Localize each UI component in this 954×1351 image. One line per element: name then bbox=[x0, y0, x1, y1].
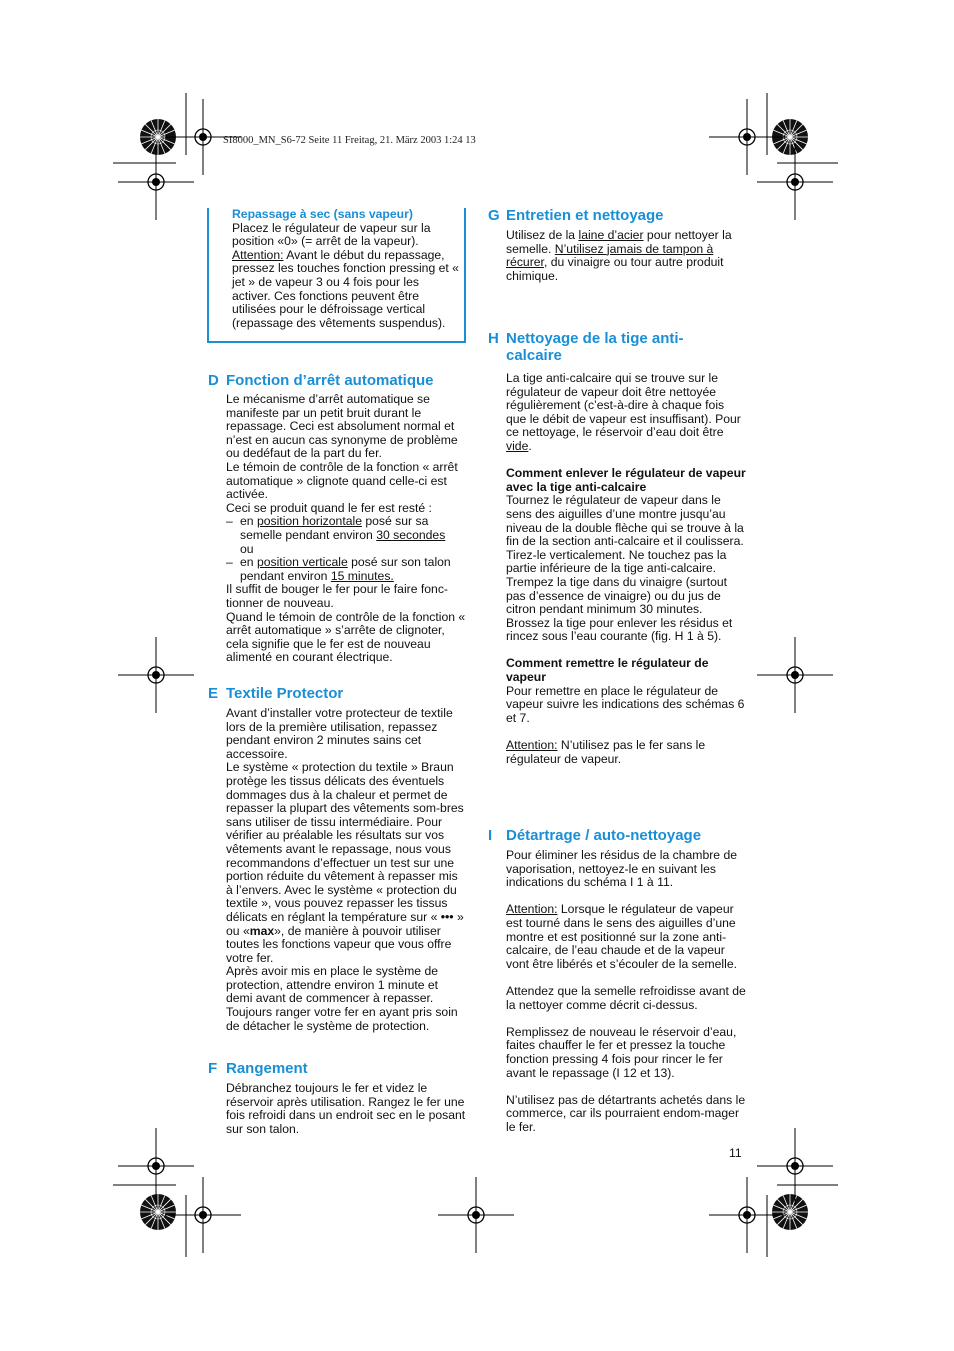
section-g-letter: G bbox=[488, 207, 500, 224]
max-label: max bbox=[249, 923, 275, 938]
paragraph bbox=[506, 739, 746, 766]
text: La tige anti-calcaire qui se trouve sur le régulateur de vapeur doit être nettoyée régulièrement (c’est-à-dire à chaque fois que le débit de vapeur est insuffisant). Pour ce nettoyage, le réservoir d’eau doit être bbox=[506, 371, 741, 440]
text: . bbox=[528, 438, 532, 453]
text: Le système « protection du textile » Braun protège les tissus délicats des éventuels dommages dus à la chaleur et permet de repasser la plupart des vêtements som-bres sans utiliser de tissu intermédiaire. Pour vérifier au préalable les résultats sur vos vêtements avant le repassage, nous vous recommandons d’effectuer un test sur une portion réduite du vêtement à repasser mis à l’envers. Avec le système « protection du textile », vous pouvez repasser les tissus délicats en réglant la température sur « bbox=[226, 760, 464, 924]
underlined-text: position verticale bbox=[256, 555, 348, 570]
text: posé sur son talon pendant environ bbox=[240, 555, 451, 583]
paragraph: Après avoir mis en place le système de protection, attendre environ 1 minute et demi avant de commencer à repasser. bbox=[226, 964, 439, 1006]
attention-label: Attention: bbox=[232, 247, 284, 262]
attention-label: Attention: bbox=[506, 902, 558, 917]
section-d-title: Fonction d’arrêt automatique bbox=[226, 372, 434, 389]
paragraph: Toujours ranger votre fer en ayant pris soin de détacher le système de protection. bbox=[226, 1005, 458, 1033]
temperature-dots: ••• bbox=[440, 909, 454, 924]
underlined-text: N’utilisez jamais de tampon à récurer bbox=[506, 241, 714, 270]
dry-ironing-box bbox=[232, 208, 460, 330]
underlined-text: laine d’acier bbox=[578, 228, 644, 242]
section-i-body bbox=[506, 849, 746, 1134]
text: », de manière à pouvoir utiliser toutes les fonctions vapeur que vous offre votre fer. bbox=[226, 923, 452, 965]
text: » ou « bbox=[226, 909, 464, 938]
box-title: Repassage à sec (sans vapeur) bbox=[232, 207, 413, 221]
paragraph: Attendez que la semelle refroidisse avant de la nettoyer comme décrit ci-dessus. bbox=[506, 983, 746, 1012]
section-d-body bbox=[226, 393, 466, 665]
paragraph: Pour éliminer les résidus de la chambre de vaporisation, nettoyez-le en suivant les indications du schéma I 1 à 11. bbox=[506, 848, 737, 890]
section-e-title: Textile Protector bbox=[226, 685, 344, 702]
section-f-body bbox=[226, 1082, 466, 1136]
box-border-left bbox=[207, 208, 209, 343]
box-border-right bbox=[464, 208, 466, 343]
paragraph: Ceci se produit quand le fer est resté : bbox=[226, 500, 432, 515]
underlined-text: position horizontale bbox=[256, 514, 362, 529]
text: , du vinaigre ou tour autre produit chimique. bbox=[506, 255, 724, 283]
text: pour nettoyer la semelle. bbox=[506, 228, 732, 256]
list-item bbox=[226, 556, 466, 583]
section-h-body bbox=[506, 372, 746, 766]
page-number: 11 bbox=[729, 1146, 742, 1160]
section-i-title: Détartrage / auto-nettoyage bbox=[506, 827, 702, 844]
section-g-body bbox=[506, 229, 746, 283]
box-border-bottom bbox=[207, 341, 466, 343]
text: en bbox=[240, 555, 257, 570]
dash: – bbox=[226, 514, 233, 529]
paragraph: Le témoin de contrôle de la fonction « arrêt automatique » clignote quand celle-ci est activée. bbox=[226, 459, 458, 502]
section-f-letter: F bbox=[208, 1060, 218, 1077]
paragraph bbox=[226, 761, 466, 965]
text: Lorsque le régulateur de vapeur est tourné dans le sens des aiguilles d’une montre et est positionné sur la zone anti-calcaire, de l’eau chaude et de la vapeur vont être libérés et s’écouler de la semelle. bbox=[506, 902, 738, 971]
text: en bbox=[240, 514, 257, 529]
paragraph: N’utilisez pas de détartrants achetés dans le commerce, car ils pourraient endom-mager le fer. bbox=[506, 1092, 746, 1134]
list-item bbox=[226, 515, 466, 556]
paragraph: Tournez le régulateur de vapeur dans le sens des aiguilles d’une montre jusqu’au niveau de la double flèche qui se trouve à la fin de la section anti-calcaire et il coulissera. Tirez-le verticalement. Ne touchez pas la partie inférieure de la tige anti-calcaire. Trempez la tige dans du vinaigre (surtout pas d’essence de vinaigre) ou du jus de citron pendant minimum 30 minutes. Brossez la tige pour enlever les résidus et rincez sous l’eau courante (fig. H 1 à 5). bbox=[506, 493, 744, 644]
section-e-letter: E bbox=[208, 685, 219, 702]
section-h-title: Nettoyage de la tige anti-calcaire bbox=[506, 330, 684, 364]
paragraph: Avant d’installer votre protecteur de textile lors de la première utilisation, repassez pendant environ 2 minutes sains cet accessoire. bbox=[226, 706, 453, 761]
print-slug: SI8000_MN_S6-72 Seite 11 Freitag, 21. März 2003 1:24 13 bbox=[223, 135, 476, 146]
paragraph: Il suffit de bouger le fer pour le faire fonc-tionner de nouveau. bbox=[226, 582, 448, 610]
section-e-body bbox=[226, 707, 466, 1033]
text: N’utilisez pas le fer sans le régulateur de vapeur. bbox=[506, 738, 706, 766]
section-g-title: Entretien et nettoyage bbox=[506, 207, 664, 224]
underlined-text: 15 minutes. bbox=[330, 568, 394, 583]
paragraph bbox=[506, 229, 746, 283]
paragraph: Le mécanisme d’arrêt automatique se manifeste par un petit bruit durant le repassage. Ceci est absolument normal et n’est en aucun cas synonyme de problème ou dedéfaut de la part du fer. bbox=[226, 392, 458, 461]
underlined-text: 30 secondes bbox=[376, 527, 446, 542]
box-attention-paragraph bbox=[232, 249, 460, 331]
paragraph: Quand le témoin de contrôle de la fonction « arrêt automatique » s’arrête de clignoter, cela signifie que le fer est de nouveau alimenté en courant électrique. bbox=[226, 609, 466, 665]
section-d-letter: D bbox=[208, 372, 219, 389]
section-h-letter: H bbox=[488, 330, 499, 347]
paragraph bbox=[506, 903, 746, 971]
subheading: Comment enlever le régulateur de vapeur avec la tige anti-calcaire bbox=[506, 466, 746, 494]
box-text: Avant le début du repassage, pressez les touches fonction pressing et « jet » de vapeur 3 ou 4 fois pour les activer. Ces fonctions peuvent être utilisées pour le défroissage vertical (repassage des vêtements suspendus). bbox=[232, 247, 459, 330]
dash: – bbox=[226, 555, 233, 570]
section-f-title: Rangement bbox=[226, 1060, 308, 1077]
paragraph: Pour remettre en place le régulateur de vapeur suivre les indications des schémas 6 et 7. bbox=[506, 683, 745, 725]
subheading: Comment remettre le régulateur de vapeur bbox=[506, 656, 709, 685]
paragraph bbox=[506, 372, 746, 454]
text: posé sur sa semelle pendant environ bbox=[240, 514, 429, 542]
paragraph: Remplissez de nouveau le réservoir d’eau, faites chauffer le fer et pressez la touche fonction pressing 4 fois pour rincer le fer avant le repassage (I 12 et 13). bbox=[506, 1024, 737, 1080]
text: Utilisez de la bbox=[506, 228, 579, 242]
underlined-text: vide bbox=[506, 438, 529, 453]
text: ou bbox=[240, 541, 254, 556]
box-line: Placez le régulateur de vapeur sur la position «0» (= arrêt de la vapeur). bbox=[232, 220, 431, 249]
paragraph: Débranchez toujours le fer et videz le réservoir après utilisation. Rangez le fer une fois refroidi dans un endroit sec en le posant sur son talon. bbox=[226, 1081, 466, 1136]
section-i-letter: I bbox=[488, 827, 493, 844]
attention-label: Attention: bbox=[506, 738, 558, 753]
